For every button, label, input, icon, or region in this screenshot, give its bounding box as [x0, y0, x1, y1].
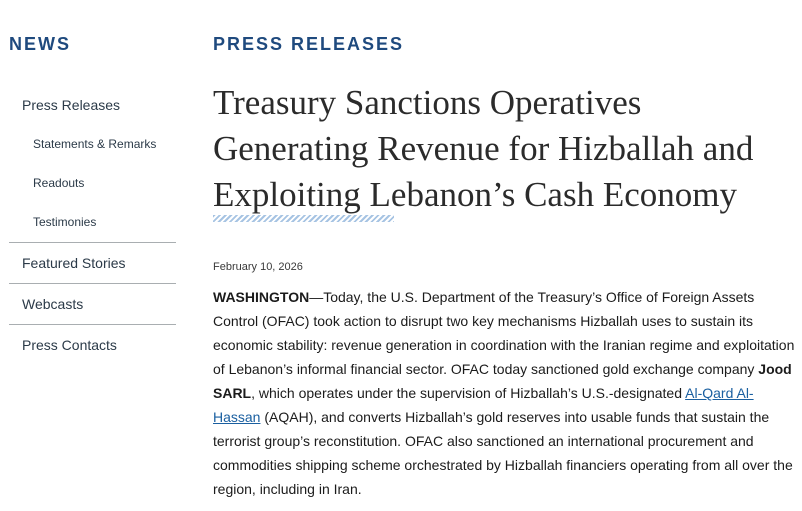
sidebar-heading: NEWS	[9, 34, 71, 54]
article-headline: Treasury Sanctions Operatives Generating Revenue for Hizballah and Exploiting Lebanon’s Cash Economy	[213, 83, 754, 214]
sidebar-item-webcasts[interactable]: Webcasts	[22, 296, 84, 312]
sidebar-item-press-contacts[interactable]: Press Contacts	[22, 337, 117, 353]
aqah-link[interactable]: Al-Qard Al-Hassan	[213, 385, 754, 425]
sidebar-nav	[9, 88, 176, 365]
dateline: WASHINGTON	[213, 289, 310, 305]
sidebar-item-press-releases[interactable]: Press Releases	[22, 97, 121, 113]
article-body	[213, 285, 798, 501]
article-date: February 10, 2026	[213, 261, 303, 273]
company-name: Jood SARL	[213, 361, 792, 401]
sidebar-item-statements-remarks[interactable]: Statements & Remarks	[33, 137, 157, 151]
body-text-part-3: (AQAH), and converts Hizballah’s gold reserves into usable funds that sustain the terrorist group’s reconstitution. OFAC also sanctioned an international procurement and commodities shipping scheme orchestrated by Hizballah financiers operating from all over the region, including in Iran.	[213, 409, 793, 497]
body-text-part-1: —Today, the U.S. Department of the Treasury’s Office of Foreign Assets Control (OFAC) took action to disrupt two key mechanisms Hizballah uses to sustain its economic stability: revenue generation in coordination with the Iranian regime and exploitation of Lebanon’s informal financial sector. OFAC today sanctioned gold exchange company	[213, 289, 795, 377]
sidebar-item-testimonies[interactable]: Testimonies	[33, 215, 97, 229]
sidebar-item-featured-stories[interactable]: Featured Stories	[22, 255, 126, 271]
sidebar-item-readouts[interactable]: Readouts	[33, 176, 85, 190]
headline-accent-bar	[213, 215, 394, 222]
body-text-part-2: , which operates under the supervision of Hizballah’s U.S.-designated	[251, 385, 686, 401]
section-heading[interactable]: PRESS RELEASES	[213, 34, 405, 54]
